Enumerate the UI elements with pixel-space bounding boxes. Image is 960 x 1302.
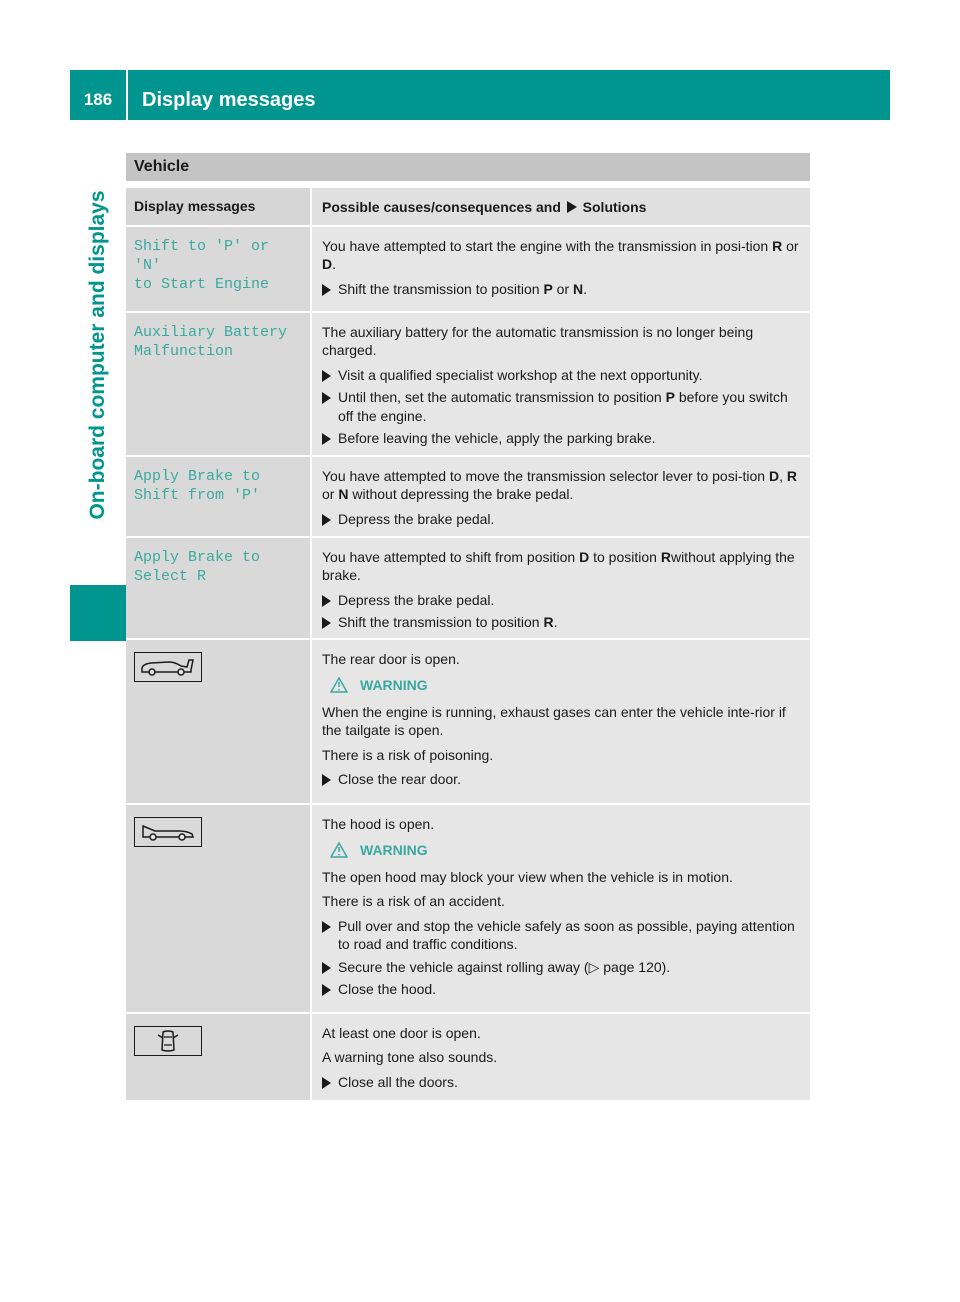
- table-row: [126, 227, 810, 313]
- step-arrow-icon: [322, 774, 331, 786]
- messages-table: [126, 188, 810, 1102]
- step-arrow-icon: [322, 984, 331, 996]
- solution-step: Secure the vehicle against rolling away (▷ page 120).: [322, 958, 802, 977]
- warning-text: The open hood may block your view when the vehicle is in motion.: [322, 868, 733, 885]
- solution-step: Before leaving the vehicle, apply the parking brake.: [322, 429, 802, 448]
- cause-text: The auxiliary battery for the automatic transmission is no longer being charged.: [322, 323, 754, 358]
- section-title: Vehicle: [126, 153, 810, 181]
- page-title: Display messages: [142, 89, 316, 111]
- warning-text: When the engine is running, exhaust gases can enter the vehicle inte-rior if the tailgate is open.: [322, 703, 786, 738]
- risk-text: There is a risk of poisoning.: [322, 746, 494, 763]
- page-number: 186: [70, 70, 128, 120]
- solution-step: Pull over and stop the vehicle safely as soon as possible, paying attention to road and traffic conditions.: [322, 917, 802, 954]
- cause-text: You have attempted to start the engine with the transmission in posi-tion R or D.: [322, 237, 799, 272]
- solution-step: Depress the brake pedal.: [322, 591, 802, 610]
- table-row: [126, 1014, 810, 1102]
- hood-open-icon: [134, 817, 202, 847]
- warning-label: WARNING: [322, 841, 802, 860]
- table-row: [126, 457, 810, 538]
- warning-triangle-icon: [330, 842, 348, 858]
- table-row: [126, 805, 810, 1014]
- step-arrow-icon: [322, 962, 331, 974]
- table-row: [126, 538, 810, 640]
- step-arrow-icon: [322, 921, 331, 933]
- step-arrow-icon: [322, 433, 331, 445]
- solution-step: Close the rear door.: [322, 770, 802, 789]
- rear-door-open-icon: [134, 652, 202, 682]
- solution-step: Until then, set the automatic transmission to position P before you switch off the engine.: [322, 388, 802, 425]
- solution-step: Shift the transmission to position R.: [322, 613, 802, 632]
- solution-step: Close all the doors.: [322, 1073, 802, 1092]
- step-arrow-icon: [322, 617, 331, 629]
- display-message-code: Auxiliary Battery Malfunction: [134, 323, 288, 360]
- solution-step: Depress the brake pedal.: [322, 510, 802, 529]
- column-header-causes: Possible causes/consequences and Solutions: [312, 188, 810, 225]
- cause-text: The rear door is open.: [322, 650, 460, 667]
- step-arrow-icon: [322, 595, 331, 607]
- solution-step: Visit a qualified specialist workshop at the next opportunity.: [322, 366, 802, 385]
- column-header-display-messages: Display messages: [126, 188, 312, 225]
- table-row: [126, 313, 810, 457]
- table-row: [126, 640, 810, 805]
- door-open-icon: [134, 1026, 202, 1056]
- risk-text: There is a risk of an accident.: [322, 893, 505, 909]
- warning-triangle-icon: [330, 677, 348, 693]
- solution-step: Shift the transmission to position P or N.: [322, 280, 802, 299]
- info-text: A warning tone also sounds.: [322, 1049, 498, 1065]
- step-arrow-icon: [322, 514, 331, 526]
- page-header: [70, 70, 890, 120]
- display-message-code: Apply Brake to Select R: [134, 548, 261, 585]
- step-arrow-icon: [322, 370, 331, 382]
- display-message-code: Apply Brake to Shift from 'P': [134, 467, 261, 504]
- cause-text: At least one door is open.: [322, 1024, 481, 1041]
- table-header-row: [126, 188, 810, 227]
- display-message-code: Shift to 'P' or 'N' to Start Engine: [134, 237, 270, 293]
- side-tab: [70, 120, 126, 590]
- side-tab-marker: [70, 585, 126, 641]
- cause-text: The hood is open.: [322, 815, 435, 832]
- step-arrow-icon: [322, 392, 331, 404]
- step-arrow-icon: [322, 284, 331, 296]
- cause-text: You have attempted to shift from position D to position Rwithout applying the brake.: [322, 548, 795, 583]
- step-arrow-icon: [322, 1077, 331, 1089]
- page-ref-icon: ▷: [588, 958, 600, 975]
- side-tab-label: On-board computer and displays: [86, 190, 109, 520]
- cause-text: You have attempted to move the transmission selector lever to posi-tion D, R or N without depressing the brake pedal.: [322, 467, 797, 502]
- solution-step: Close the hood.: [322, 980, 802, 999]
- solution-arrow-icon: [567, 201, 577, 213]
- warning-label: WARNING: [322, 676, 802, 695]
